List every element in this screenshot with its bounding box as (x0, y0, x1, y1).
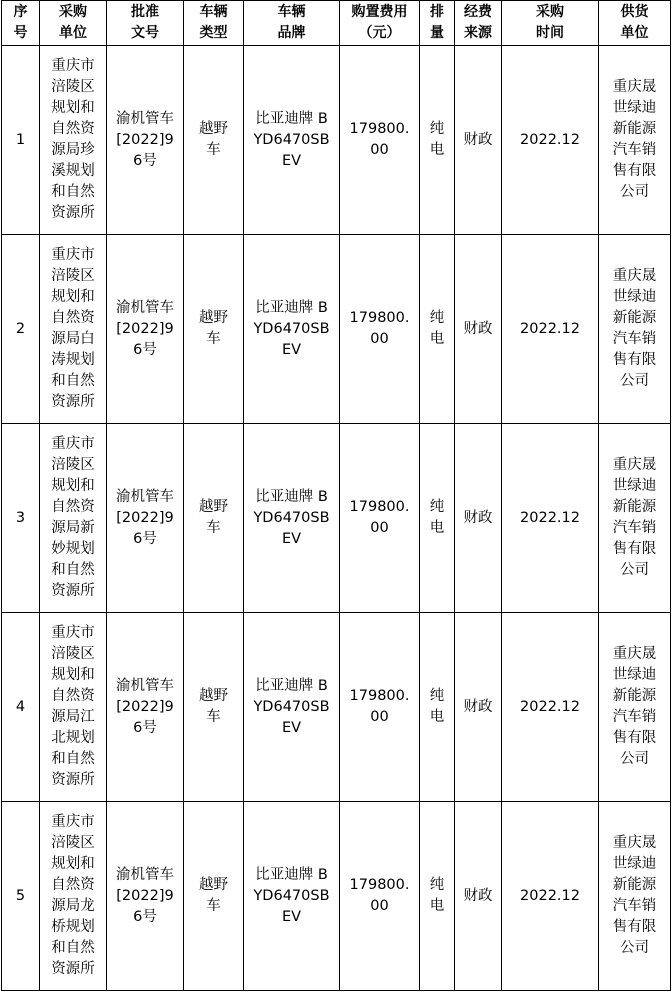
cell-supplier: 重庆晟 世绿迪 新能源 汽车销 售有限 公司 (599, 613, 671, 802)
header-supplier: 供货 单位 (599, 1, 671, 46)
header-displacement: 排 量 (420, 1, 455, 46)
cell-purchase-cost: 179800. 00 (340, 235, 420, 424)
cell-purchaser: 重庆市 涪陵区 规划和 自然资 源局白 涛规划 和自然 资源所 (40, 235, 107, 424)
cell-purchase-date: 2022.12 (502, 235, 599, 424)
cell-purchase-cost: 179800. 00 (340, 613, 420, 802)
cell-purchase-date: 2022.12 (502, 613, 599, 802)
cell-vehicle-type: 越野 车 (184, 424, 244, 613)
cell-displacement: 纯 电 (420, 802, 455, 991)
table-row (2, 235, 671, 424)
cell-funding-source: 财政 (455, 802, 502, 991)
cell-purchase-date: 2022.12 (502, 46, 599, 235)
cell-serial: 2 (2, 235, 40, 424)
cell-vehicle-type: 越野 车 (184, 235, 244, 424)
header-serial: 序 号 (2, 1, 40, 46)
cell-vehicle-type: 越野 车 (184, 613, 244, 802)
cell-funding-source: 财政 (455, 46, 502, 235)
cell-funding-source: 财政 (455, 235, 502, 424)
cell-approval-number: 渝机管车 [2022]9 6号 (107, 235, 184, 424)
cell-funding-source: 财政 (455, 424, 502, 613)
vehicle-procurement-table (1, 0, 671, 991)
cell-purchase-cost: 179800. 00 (340, 424, 420, 613)
cell-vehicle-brand: 比亚迪牌 B YD6470SB EV (244, 424, 340, 613)
cell-vehicle-type: 越野 车 (184, 46, 244, 235)
header-row (2, 1, 671, 46)
cell-supplier: 重庆晟 世绿迪 新能源 汽车销 售有限 公司 (599, 235, 671, 424)
table-row (2, 802, 671, 991)
cell-vehicle-brand: 比亚迪牌 B YD6470SB EV (244, 613, 340, 802)
cell-purchase-cost: 179800. 00 (340, 802, 420, 991)
cell-displacement: 纯 电 (420, 613, 455, 802)
cell-serial: 1 (2, 46, 40, 235)
cell-supplier: 重庆晟 世绿迪 新能源 汽车销 售有限 公司 (599, 802, 671, 991)
cell-vehicle-brand: 比亚迪牌 B YD6470SB EV (244, 802, 340, 991)
header-vehicle-brand: 车辆 品牌 (244, 1, 340, 46)
header-funding-source: 经费 来源 (455, 1, 502, 46)
cell-supplier: 重庆晟 世绿迪 新能源 汽车销 售有限 公司 (599, 424, 671, 613)
table-row (2, 424, 671, 613)
cell-purchaser: 重庆市 涪陵区 规划和 自然资 源局珍 溪规划 和自然 资源所 (40, 46, 107, 235)
cell-purchase-cost: 179800. 00 (340, 46, 420, 235)
cell-displacement: 纯 电 (420, 424, 455, 613)
header-purchase-cost: 购置费用 （元） (340, 1, 420, 46)
cell-purchase-date: 2022.12 (502, 424, 599, 613)
cell-vehicle-type: 越野 车 (184, 802, 244, 991)
cell-supplier: 重庆晟 世绿迪 新能源 汽车销 售有限 公司 (599, 46, 671, 235)
table-row (2, 613, 671, 802)
cell-serial: 3 (2, 424, 40, 613)
cell-displacement: 纯 电 (420, 46, 455, 235)
header-approval-number: 批准 文号 (107, 1, 184, 46)
cell-displacement: 纯 电 (420, 235, 455, 424)
cell-purchaser: 重庆市 涪陵区 规划和 自然资 源局江 北规划 和自然 资源所 (40, 613, 107, 802)
cell-purchaser: 重庆市 涪陵区 规划和 自然资 源局龙 桥规划 和自然 资源所 (40, 802, 107, 991)
cell-serial: 4 (2, 613, 40, 802)
cell-approval-number: 渝机管车 [2022]9 6号 (107, 424, 184, 613)
cell-vehicle-brand: 比亚迪牌 B YD6470SB EV (244, 235, 340, 424)
cell-purchase-date: 2022.12 (502, 802, 599, 991)
header-purchase-date: 采购 时间 (502, 1, 599, 46)
header-purchaser: 采购 单位 (40, 1, 107, 46)
table-row (2, 46, 671, 235)
cell-approval-number: 渝机管车 [2022]9 6号 (107, 613, 184, 802)
cell-approval-number: 渝机管车 [2022]9 6号 (107, 46, 184, 235)
cell-vehicle-brand: 比亚迪牌 B YD6470SB EV (244, 46, 340, 235)
cell-serial: 5 (2, 802, 40, 991)
header-vehicle-type: 车辆 类型 (184, 1, 244, 46)
cell-funding-source: 财政 (455, 613, 502, 802)
cell-purchaser: 重庆市 涪陵区 规划和 自然资 源局新 妙规划 和自然 资源所 (40, 424, 107, 613)
cell-approval-number: 渝机管车 [2022]9 6号 (107, 802, 184, 991)
